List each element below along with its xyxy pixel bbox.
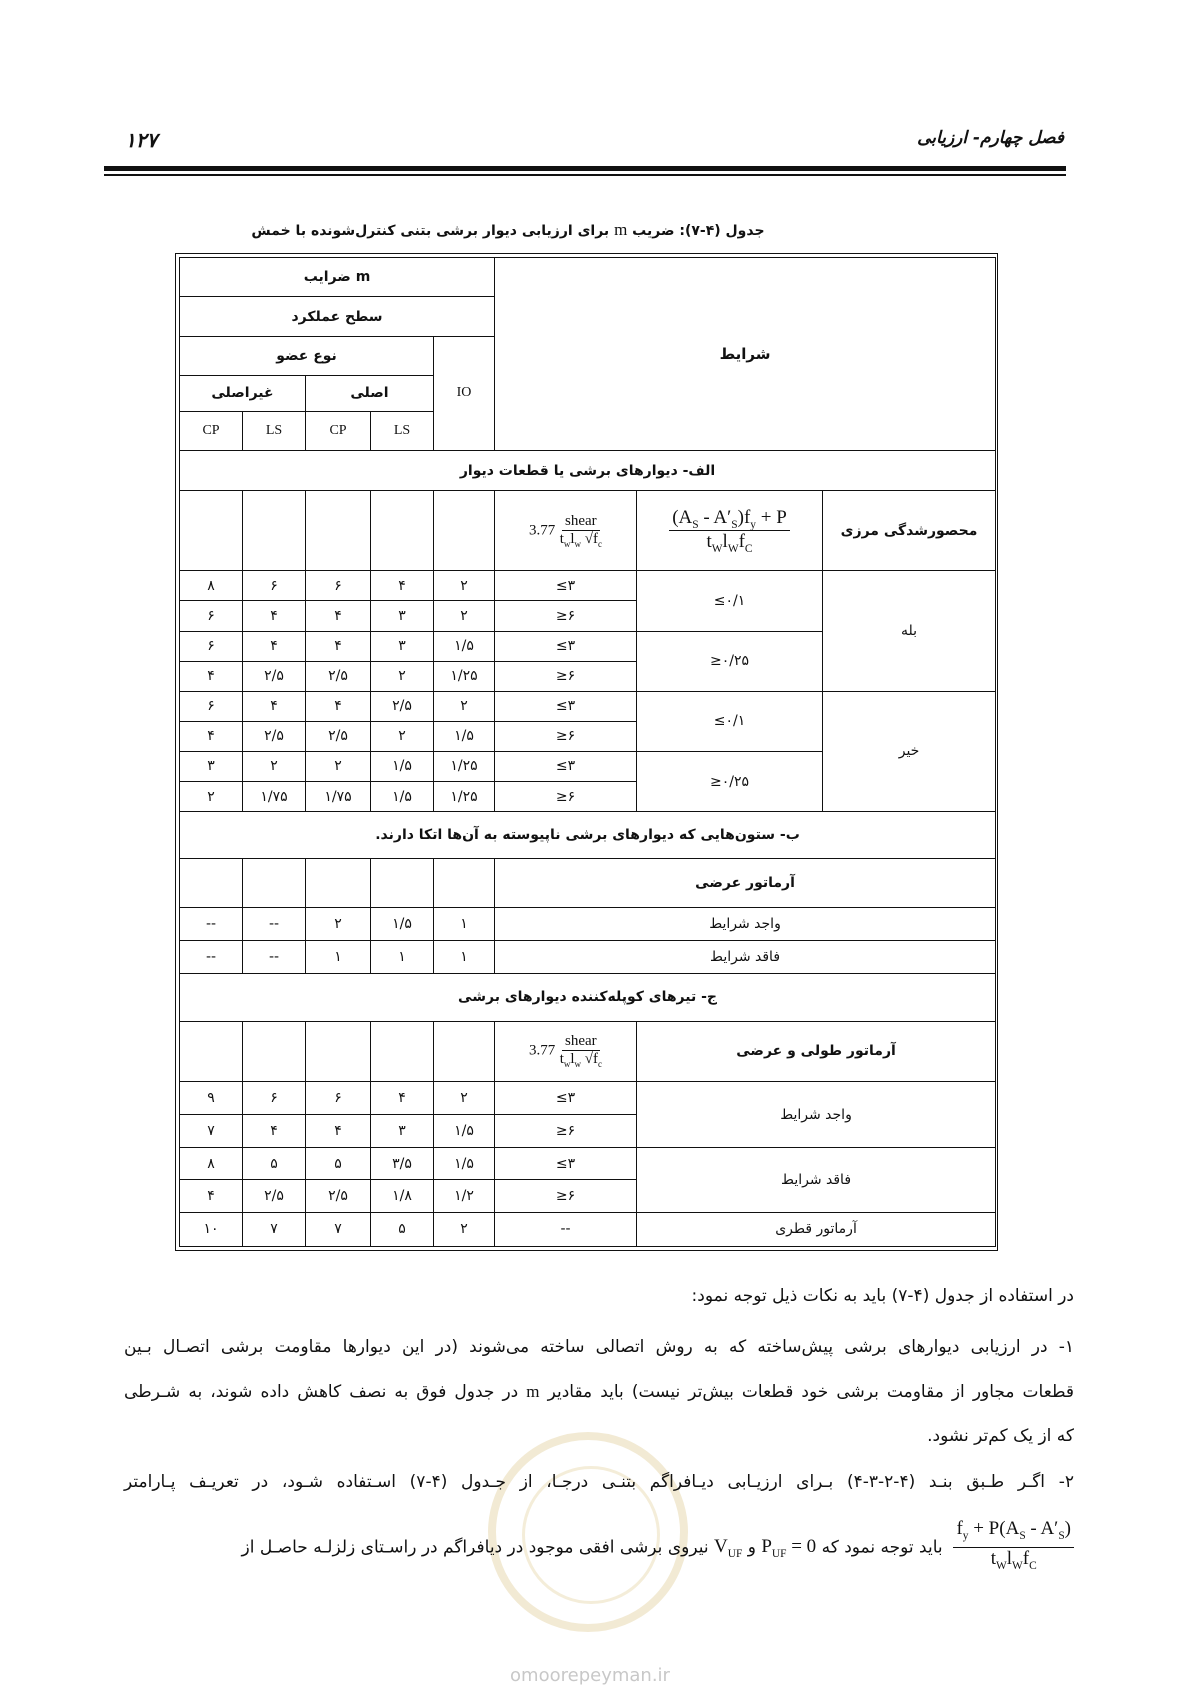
table-cell: ۵	[306, 1148, 371, 1180]
shear-ge6: ≥۶	[495, 601, 637, 631]
note-1-line-2: قطعات مجاور از مقاومت برشی خود قطعات بیش‌تر نیست) باید مقادیر m در جدول فوق به نصف کاهش داده شوند، به شـرطی	[124, 1382, 1075, 1402]
table-cell: ۴	[371, 571, 434, 601]
table-cell: ۴	[243, 631, 306, 661]
axial-le01: ≤۰/۱	[637, 691, 823, 751]
note-2-line-1: ۲- اگـر طـبق بنـد (۴-۲-۳-۴) بـرای ارزیـابی دیـافراگم بتنـی درجـا، از جـدول (۴-۷) اسـتفاده شـود، در تعریـف پـارامتر	[124, 1472, 1074, 1492]
table-cell: ۱/۵	[434, 1115, 495, 1148]
table-cell: ۱	[434, 940, 495, 973]
table-cell: ۴	[306, 601, 371, 631]
watermark-site: omoorepeyman.ir	[510, 1665, 670, 1686]
table-cell: ۴	[243, 601, 306, 631]
shear-ratio-formula: 3.77 $\frac{\text{shear}}{t_wl_w √f_c}$	[495, 1021, 637, 1081]
noncomplying-label: فاقد شرایط	[637, 1148, 996, 1212]
complying-label: واجد شرایط	[495, 907, 996, 940]
dash-cell: --	[495, 1212, 637, 1246]
col-ls-primary: LS	[371, 411, 434, 450]
axial-ge025: ≥۰/۲۵	[637, 631, 823, 691]
table-cell: ۶	[306, 1081, 371, 1114]
table-cell: ۲/۵	[306, 721, 371, 751]
table-cell: ۳	[180, 751, 243, 781]
table-cell: ۱/۲۵	[434, 751, 495, 781]
header-conditions: شرایط	[495, 258, 996, 451]
axial-le01: ≤۰/۱	[637, 571, 823, 631]
table-cell: ۱/۲۵	[434, 661, 495, 691]
table-cell: ۱	[371, 940, 434, 973]
table-cell: ۲	[434, 601, 495, 631]
table-cell: ۶	[243, 571, 306, 601]
shear-le3: ≤۳	[495, 631, 637, 661]
m-factor-table	[175, 253, 998, 1251]
table-cell: ۲	[434, 1081, 495, 1114]
empty-cell	[243, 491, 306, 571]
table-cell: ۴	[306, 691, 371, 721]
table-cell: ۵	[243, 1148, 306, 1180]
table-cell: ۱/۵	[434, 721, 495, 751]
boundary-confinement-label: محصورشدگی مرزی	[823, 491, 996, 571]
table-cell: --	[243, 940, 306, 973]
shear-ge6: ≥۶	[495, 1115, 637, 1148]
empty-cell	[434, 1021, 495, 1081]
table-cell: ۱	[306, 940, 371, 973]
col-cp-secondary: CP	[180, 411, 243, 450]
table-cell: --	[243, 907, 306, 940]
section-c-title: ج- تیرهای کوپله‌کننده دیوارهای برشی	[180, 973, 996, 1021]
table-cell: ۵	[371, 1212, 434, 1246]
table-cell: ۱/۵	[371, 751, 434, 781]
table-cell: ۶	[306, 571, 371, 601]
axial-ratio-formula: $\frac{(A_S - A'_S)f_y + P}{t_Wl_Wf_C}$	[953, 1518, 1074, 1577]
empty-cell	[434, 858, 495, 907]
table-cell: ۲	[434, 571, 495, 601]
table-cell: ۸	[180, 1148, 243, 1180]
table-cell: ۴	[180, 721, 243, 751]
table-cell: ۱/۲	[434, 1180, 495, 1212]
section-a-title: الف- دیوارهای برشی یا قطعات دیوار	[180, 450, 996, 490]
table-cell: ۱/۷۵	[243, 782, 306, 812]
table-cell: ۳	[371, 631, 434, 661]
table-cell: ۱/۷۵	[306, 782, 371, 812]
table-cell: ۴	[180, 661, 243, 691]
chapter-title: فصل چهارم- ارزیابی	[917, 128, 1064, 148]
empty-cell	[180, 858, 243, 907]
empty-cell	[180, 491, 243, 571]
empty-cell	[243, 1021, 306, 1081]
table-cell: ۴	[243, 691, 306, 721]
table-cell: ۴	[243, 1115, 306, 1148]
header-rule-thick	[104, 166, 1066, 171]
table-cell: ۲/۵	[243, 661, 306, 691]
table-cell: ۱/۲۵	[434, 782, 495, 812]
table-cell: ۲/۵	[243, 721, 306, 751]
table-cell: ۲	[434, 691, 495, 721]
table-cell: ۴	[306, 631, 371, 661]
noncomplying-label: فاقد شرایط	[495, 940, 996, 973]
header-primary: اصلی	[306, 376, 434, 411]
table-cell: ۲	[243, 751, 306, 781]
header-member-type: نوع عضو	[180, 336, 434, 375]
table-cell: ۲/۵	[371, 691, 434, 721]
table-cell: ۱	[434, 907, 495, 940]
table-cell: ۱/۵	[371, 782, 434, 812]
shear-ge6: ≥۶	[495, 661, 637, 691]
shear-le3: ≤۳	[495, 571, 637, 601]
table-cell: ۲	[434, 1212, 495, 1246]
note-1-line-3: که از یک کم‌تر نشود.	[927, 1426, 1074, 1446]
table-cell: ۱۰	[180, 1212, 243, 1246]
table-cell: ۲	[371, 661, 434, 691]
shear-le3: ≤۳	[495, 751, 637, 781]
empty-cell	[306, 858, 371, 907]
shear-ge6: ≥۶	[495, 1180, 637, 1212]
shear-ge6: ≥۶	[495, 782, 637, 812]
table-cell: ۷	[243, 1212, 306, 1246]
empty-cell	[306, 491, 371, 571]
empty-cell	[180, 1021, 243, 1081]
empty-cell	[243, 858, 306, 907]
table-cell: ۲	[306, 751, 371, 781]
table-cell: ۴	[306, 1115, 371, 1148]
header-secondary: غیراصلی	[180, 376, 306, 411]
section-b-title: ب- ستون‌هایی که دیوارهای برشی ناپیوسته به آن‌ها اتکا دارند.	[180, 812, 996, 859]
page-number: ۱۲۷	[125, 128, 158, 152]
table-cell: ۳	[371, 601, 434, 631]
table-cell: ۱/۵	[434, 1148, 495, 1180]
table-cell: ۲/۵	[243, 1180, 306, 1212]
table-cell: ۲	[180, 782, 243, 812]
table-caption: جدول (۴-۷): ضریب m برای ارزیابی دیوار برشی بتنی کنترل‌شونده با خمش	[251, 220, 765, 239]
table-cell: --	[180, 940, 243, 973]
table-cell: ۶	[180, 631, 243, 661]
table-cell: ۴	[371, 1081, 434, 1114]
table-cell: ۳	[371, 1115, 434, 1148]
long-trans-reinforcement-label: آرماتور طولی و عرضی	[637, 1021, 996, 1081]
table-cell: ۲/۵	[306, 661, 371, 691]
table-cell: ۹	[180, 1081, 243, 1114]
shear-ratio-formula: 3.77 $\frac{\text{shear}}{t_wl_w √f_c}$	[495, 491, 637, 571]
notes-intro: در استفاده از جدول (۴-۷) باید به نکات ذیل توجه نمود:	[691, 1286, 1074, 1306]
empty-cell	[371, 858, 434, 907]
confined-no: خیر	[823, 691, 996, 811]
empty-cell	[371, 491, 434, 571]
header-coeffs: ضرایب m	[180, 258, 495, 297]
table-cell: --	[180, 907, 243, 940]
shear-le3: ≤۳	[495, 691, 637, 721]
col-cp-primary: CP	[306, 411, 371, 450]
shear-le3: ≤۳	[495, 1148, 637, 1180]
diagonal-reinforcement-label: آرماتور قطری	[637, 1212, 996, 1246]
empty-cell	[306, 1021, 371, 1081]
table-cell: ۱/۵	[434, 631, 495, 661]
shear-le3: ≤۳	[495, 1081, 637, 1114]
empty-cell	[434, 491, 495, 571]
table-cell: ۴	[180, 1180, 243, 1212]
table-cell: ۷	[306, 1212, 371, 1246]
transverse-reinforcement-label: آرماتور عرضی	[495, 858, 996, 907]
table-cell: ۸	[180, 571, 243, 601]
col-io: IO	[434, 336, 495, 450]
table-cell: ۶	[243, 1081, 306, 1114]
table-cell: ۲/۵	[306, 1180, 371, 1212]
header-performance-level: سطح عملکرد	[180, 297, 495, 336]
table-cell: ۷	[180, 1115, 243, 1148]
table-cell: ۶	[180, 691, 243, 721]
axial-ge025: ≥۰/۲۵	[637, 751, 823, 811]
note-2-line-2: $\frac{(A_S - A'_S)f_y + P}{t_Wl_Wf_C}$ باید توجه نمود که $P_{UF} = 0$ و $V_{UF}$ نیروی برشی افقی موجود در دیافراگم در راسـتای زلزلـه حاصـل از	[74, 1518, 1074, 1577]
table-cell: ۲	[371, 721, 434, 751]
table-cell: ۱/۵	[371, 907, 434, 940]
complying-label: واجد شرایط	[637, 1081, 996, 1147]
table-cell: ۳/۵	[371, 1148, 434, 1180]
confined-yes: بله	[823, 571, 996, 691]
table-cell: ۲	[306, 907, 371, 940]
col-ls-secondary: LS	[243, 411, 306, 450]
table-cell: ۶	[180, 601, 243, 631]
shear-ge6: ≥۶	[495, 721, 637, 751]
table-cell: ۱/۸	[371, 1180, 434, 1212]
empty-cell	[371, 1021, 434, 1081]
header-rule-thin	[104, 174, 1066, 176]
note-1-line-1: ۱- در ارزیابی دیوارهای برشی پیش‌ساخته که به روش اتصالی ساخته می‌شوند (در این دیوارها مقاومت برشی اتصـال بـین	[124, 1337, 1074, 1357]
axial-ratio-formula: $\frac{(A_S - A'_S)f_y + P}{t_Wl_Wf_C}$	[637, 491, 823, 571]
